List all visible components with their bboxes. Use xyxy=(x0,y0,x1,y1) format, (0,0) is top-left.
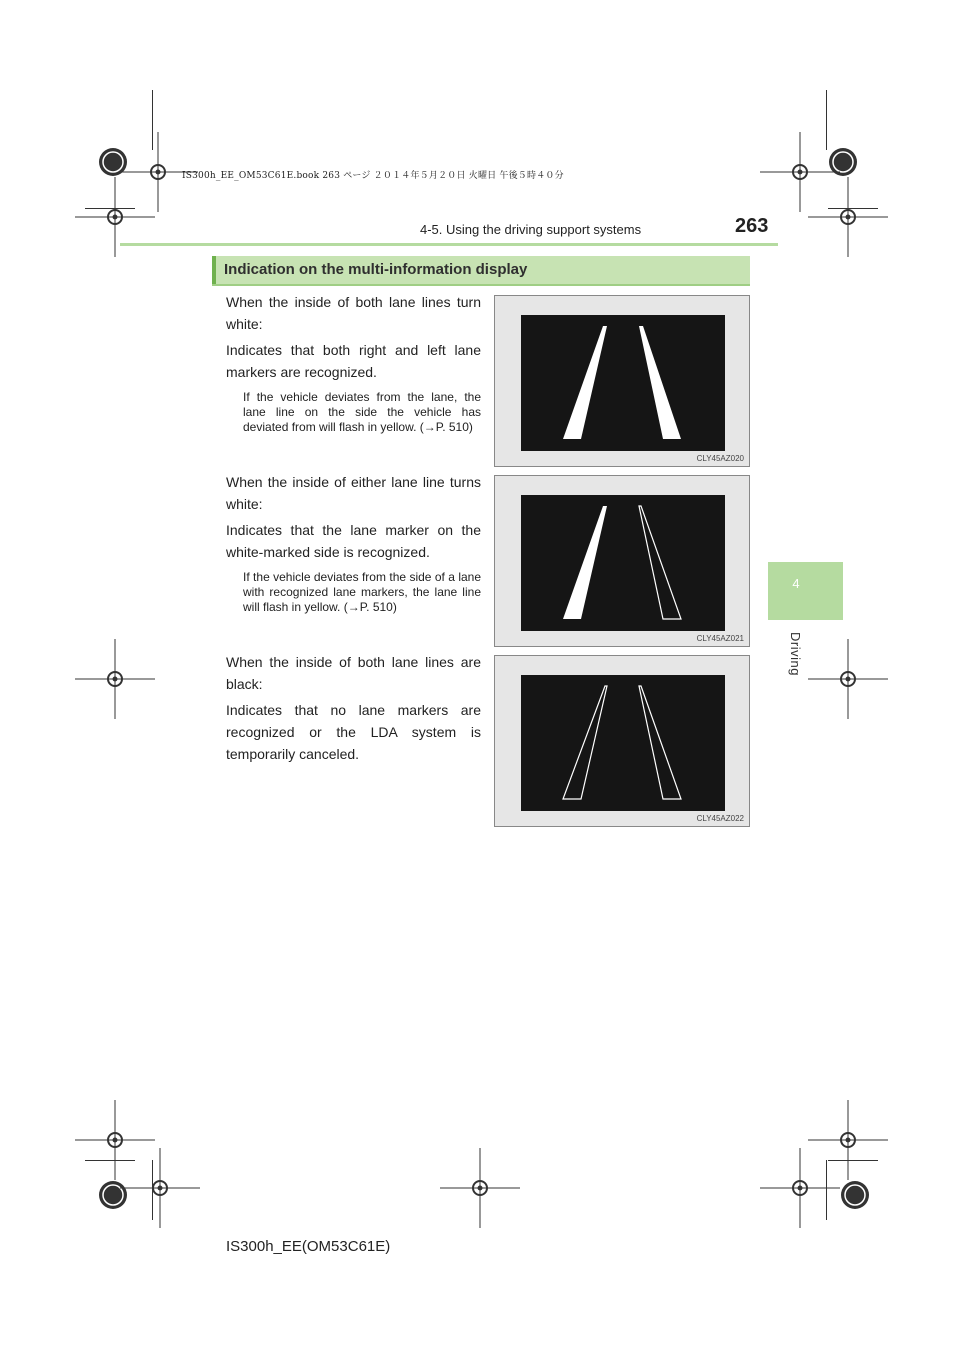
section-title: 4-5. Using the driving support systems xyxy=(420,222,642,237)
crosshair-mark-icon xyxy=(808,177,888,257)
right-lane-line xyxy=(639,326,681,439)
right-lane-line xyxy=(639,686,681,799)
crosshair-mark-icon xyxy=(440,1148,520,1228)
item-1-description: Indicates that both right and left lane markers are recognized. xyxy=(226,342,481,380)
item-3-description: Indicates that no lane markers are recognized or the LDA system is temporarily canceled. xyxy=(226,702,481,762)
crop-line xyxy=(152,1160,153,1220)
crop-line xyxy=(828,1160,878,1161)
model-id: IS300h_EE(OM53C61E) xyxy=(226,1238,391,1255)
item-1-condition: When the inside of both lane lines turn white: xyxy=(226,294,481,332)
heading-text: Indication on the multi-information display xyxy=(224,261,528,278)
header-rule xyxy=(120,243,778,246)
crop-line xyxy=(826,1160,827,1220)
item-2-note: If the vehicle deviates from the side of a lane with recognized lane markers, the lane line will flash in yellow. (→P. 510) xyxy=(243,570,481,614)
figure-id: CLY45AZ021 xyxy=(696,634,744,643)
chapter-name: Driving xyxy=(788,632,803,676)
figure-id: CLY45AZ020 xyxy=(696,454,744,463)
right-lane-line xyxy=(639,506,681,619)
left-lane-line xyxy=(563,686,607,799)
item-2-description: Indicates that the lane marker on the white-marked side is recognized. xyxy=(226,522,481,560)
crop-line xyxy=(826,90,827,150)
item-2-condition: When the inside of either lane line turns white: xyxy=(226,474,481,512)
heading-marker xyxy=(212,256,216,284)
lane-display-figure xyxy=(494,475,750,647)
section-heading xyxy=(212,256,750,286)
left-lane-line xyxy=(563,506,607,619)
crop-line xyxy=(828,208,878,209)
crosshair-mark-icon xyxy=(808,639,888,719)
figure-id: CLY45AZ022 xyxy=(696,814,744,823)
display-screen xyxy=(521,675,725,811)
item-1-note: If the vehicle deviates from the lane, the lane line on the side the vehicle has deviated from will flash in yellow. (→P. 510) xyxy=(243,390,481,434)
lane-lines-illustration xyxy=(521,495,725,631)
display-screen xyxy=(521,495,725,631)
lane-lines-illustration xyxy=(521,315,725,451)
chapter-number: 4 xyxy=(792,576,800,591)
lane-display-figure xyxy=(494,655,750,827)
crop-line xyxy=(152,90,153,150)
chapter-tab xyxy=(768,562,843,620)
page-number: 263 xyxy=(735,215,769,237)
book-info-line: IS300h_EE_OM53C61E.book 263 ページ ２０１４年５月２０日 火曜日 午後５時４０分 xyxy=(182,171,564,181)
left-lane-line xyxy=(563,326,607,439)
crop-line xyxy=(85,1160,135,1161)
crosshair-mark-icon xyxy=(75,639,155,719)
lane-display-figure xyxy=(494,295,750,467)
display-screen xyxy=(521,315,725,451)
crop-line xyxy=(85,208,135,209)
lane-lines-illustration xyxy=(521,675,725,811)
item-3-condition: When the inside of both lane lines are black: xyxy=(226,654,481,692)
